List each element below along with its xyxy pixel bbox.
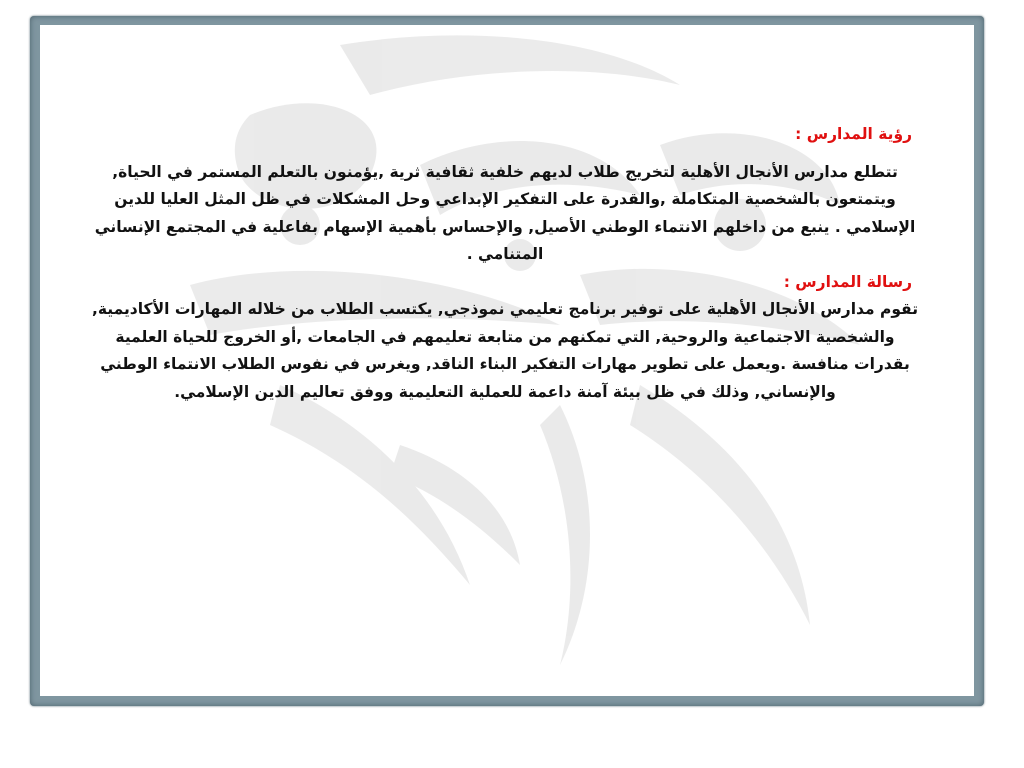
slide-canvas xyxy=(40,25,974,696)
mission-heading: رسالة المدارس : xyxy=(783,272,912,291)
slide-frame xyxy=(30,16,984,706)
mission-paragraph: تقوم مدارس الأنجال الأهلية على توفير برنامج تعليمي نموذجي, يكتسب الطلاب من خلاله المهارات الأكاديمية, والشخصية الاجتماعية والروحية, التي تمكنهم من متابعة تعليمهم في الجامعات ,أو الخروج للحياة العلمية بقدرات منافسة .ويعمل على تطوير مهارات التفكير البناء الناقد, ويغرس في نفوس الطلاب الانتماء الوطني والإنساني, وذلك في ظل بيئة آمنة داعمة للعملية التعليمية ووفق تعاليم الدين الإسلامي. xyxy=(91,300,919,401)
vision-paragraph: تتطلع مدارس الأنجال الأهلية لتخريج طلاب لديهم خلفية ثقافية ثرية ,يؤمنون بالتعلم المستمر في الحياة, ويتمتعون بالشخصية المتكاملة ,والقدرة على التفكير الإبداعي وحل المشكلات في ظل المثل العليا للدين الإسلامي . ينبع من داخلهم الانتماء الوطني الأصيل, والإحساس بأهمية الإسهام بفاعلية في المجتمع الإنساني المتنامي . xyxy=(94,162,916,263)
slide-content xyxy=(90,121,920,406)
vision-heading: رؤية المدارس : xyxy=(795,125,912,143)
